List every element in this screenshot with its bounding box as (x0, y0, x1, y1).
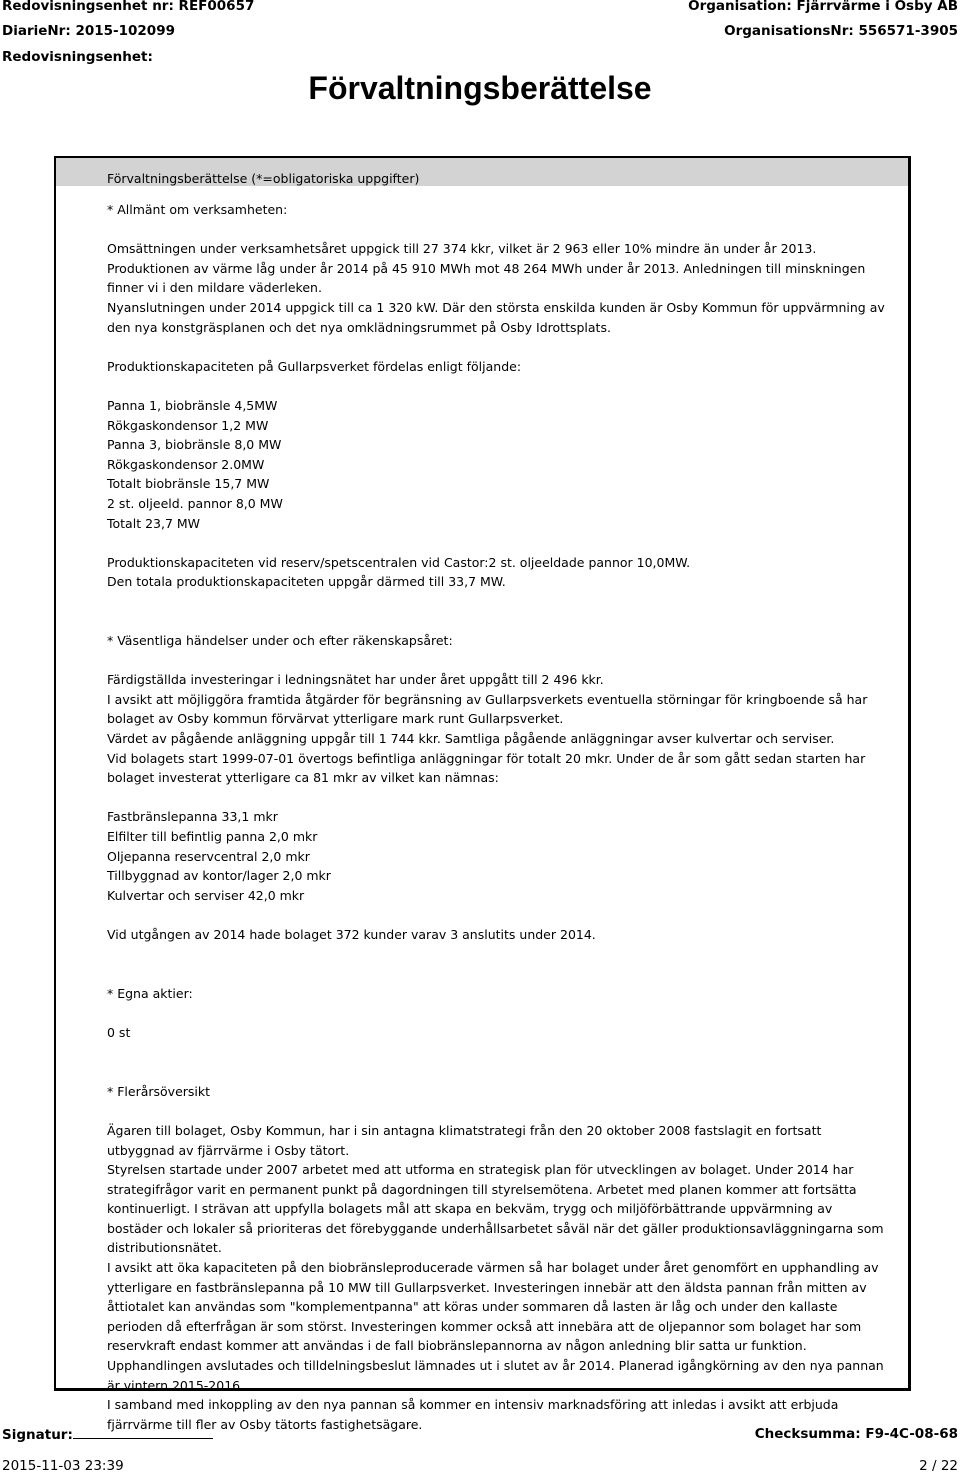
blank-line (107, 788, 887, 808)
text-paragraph: Nyanslutningen under 2014 uppgick till ca 1 320 kW. Där den största enskilda kunden är Osby Kommun för uppvärmning av den nya konstgräsplanen och det nya omklädningsrummet på Osby Idrottsplats. (107, 299, 885, 335)
text-paragraph: Panna 1, biobränsle 4,5MW (107, 397, 278, 413)
blank-line (107, 1043, 887, 1063)
blank-line (107, 945, 887, 965)
blank-line (107, 337, 887, 357)
text-paragraph: Produktionskapaciteten vid reserv/spetscentralen vid Castor:2 st. oljeeldade pannor 10,0MW. (107, 554, 691, 570)
text-paragraph: I samband med inkoppling av den nya pannan så kommer en intensiv marknadsföring att inledas i avsikt att erbjuda fjärrvärme till fler av Osby tätorts fastighetsägare. (107, 1397, 839, 1432)
section-header (56, 158, 908, 186)
text-paragraph: Den totala produktionskapaciteten uppgår därmed till 33,7 MW. (107, 574, 506, 590)
organisation-number: OrganisationsNr: 556571-3905 (724, 23, 958, 39)
blank-line (107, 592, 887, 612)
section-body (107, 200, 887, 1434)
text-paragraph: Totalt 23,7 MW (107, 515, 201, 531)
blank-line (107, 1062, 887, 1082)
section-heading: Förvaltningsberättelse (*=obligatoriska uppgifter) (107, 171, 420, 186)
text-paragraph: Rökgaskondensor 1,2 MW (107, 417, 269, 433)
text-paragraph: Vid utgången av 2014 hade bolaget 372 kunder varav 3 anslutits under 2014. (107, 926, 596, 942)
accounting-unit-number: Redovisningsenhet nr: REF00657 (2, 0, 255, 14)
report-section (54, 156, 911, 1432)
signature-field (2, 1426, 213, 1443)
text-paragraph: Kulvertar och serviser 42,0 mkr (107, 887, 305, 903)
blank-line (107, 1003, 887, 1023)
text-paragraph: Styrelsen startade under 2007 arbetet med att utforma en strategisk plan för utvecklingen av bolaget. Under 2014 har strategifrågor varit en permanent punkt på dagordningen till styrelsemötena. Arbetet med planen kommer att fortsätta kontinuerligt. I strävan att uppfylla bolagets mål att skapa en bekväm, trygg och miljöförbättrande uppvärmning av bostäder och lokaler så prioriteras det förebyggande underhållsarbetet såväl när det gäller produktionsavläggningarna som distributionsnätet. (107, 1162, 884, 1256)
blank-line (107, 533, 887, 553)
signature-label: Signatur: (2, 1427, 73, 1443)
blank-line (107, 1101, 887, 1121)
text-paragraph: * Egna aktier: (107, 985, 193, 1001)
text-paragraph: Färdigställda investeringar i ledningsnätet har under året uppgått till 2 496 kkr. (107, 672, 604, 688)
text-paragraph: Fastbränslepanna 33,1 mkr (107, 809, 278, 825)
text-paragraph: Totalt biobränsle 15,7 MW (107, 476, 270, 492)
blank-line (107, 651, 887, 671)
diary-number: DiarieNr: 2015-102099 (2, 23, 175, 39)
checksum: Checksumma: F9-4C-08-68 (754, 1426, 958, 1442)
signature-line (73, 1426, 213, 1439)
text-paragraph: Värdet av pågående anläggning uppgår till 1 744 kkr. Samtliga pågående anläggningar avser kulvertar och serviser. (107, 731, 835, 747)
text-paragraph: Ägaren till bolaget, Osby Kommun, har i sin antagna klimatstrategi från den 20 oktober 2008 fastslagit en fortsatt utbyggnad av fjärrvärme i Osby tätort. (107, 1122, 822, 1158)
blank-line (107, 376, 887, 396)
text-paragraph: Produktionskapaciteten på Gullarpsverket fördelas enligt följande: (107, 358, 522, 374)
text-paragraph: Rökgaskondensor 2.0MW (107, 456, 265, 472)
blank-line (107, 905, 887, 925)
text-paragraph: * Flerårsöversikt (107, 1083, 211, 1099)
accounting-unit: Redovisningsenhet: (2, 49, 153, 65)
text-paragraph: * Allmänt om verksamheten: (107, 202, 288, 217)
text-paragraph: Elfilter till befintlig panna 2,0 mkr (107, 829, 318, 844)
page-title: Förvaltningsberättelse (308, 70, 652, 106)
blank-line (107, 220, 887, 240)
text-paragraph: 0 st (107, 1024, 131, 1040)
blank-line (107, 611, 887, 631)
text-paragraph: I avsikt att möjliggöra framtida åtgärder för begränsning av Gullarpsverkets eventuella störningar för kringboende så har bolaget av Osby kommun förvärvat ytterligare mark runt Gullarpsverket. (107, 691, 868, 727)
text-paragraph: * Väsentliga händelser under och efter räkenskapsåret: (107, 633, 453, 649)
print-datetime: 2015-11-03 23:39 (2, 1458, 124, 1474)
organisation-name: Organisation: Fjärrvärme i Osby AB (688, 0, 958, 14)
text-paragraph: Vid bolagets start 1999-07-01 övertogs befintliga anläggningar för totalt 20 mkr. Under de år som gått sedan starten har bolaget investerat ytterligare ca 81 mkr av vilket kan nämnas: (107, 750, 866, 786)
text-paragraph: Oljepanna reservcentral 2,0 mkr (107, 848, 310, 864)
page-number: 2 / 22 (919, 1458, 958, 1474)
text-paragraph: Tillbyggnad av kontor/lager 2,0 mkr (107, 868, 331, 884)
text-paragraph: 2 st. oljeeld. pannor 8,0 MW (107, 495, 283, 511)
text-paragraph: Panna 3, biobränsle 8,0 MW (107, 437, 282, 453)
text-paragraph: Omsättningen under verksamhetsåret uppgick till 27 374 kkr, vilket är 2 963 eller 10% mindre än under år 2013. Produktionen av värme låg under år 2014 på 45 910 MWh mot 48 264 MWh under år 2013. Anledningen till minskningen finner vi i den mildare väderleken. (107, 241, 866, 296)
text-paragraph: I avsikt att öka kapaciteten på den biobränsleproducerade värmen så har bolaget under året genomfört en upphandling av ytterligare en fastbränslepanna på 10 MW till Gullarpsverket. Investeringen innebär att den äldsta pannan från mitten av åttiotalet kan användas som "komplementpanna" att köras under sommaren då lasten är låg och under den kallaste perioden då efterfrågan är som störst. Investeringen kommer också att innebära att de oljepannor som bolaget har som reservkraft endast kommer att användas i de fall biobränslepannorna av någon anledning blir satta ur funktion. Upphandlingen avslutades och tilldelningsbeslut lämnades ut i slutet av år 2014. Planerad igångkörning av den nya pannan är vintern 2015-2016. (107, 1260, 884, 1393)
blank-line (107, 964, 887, 984)
